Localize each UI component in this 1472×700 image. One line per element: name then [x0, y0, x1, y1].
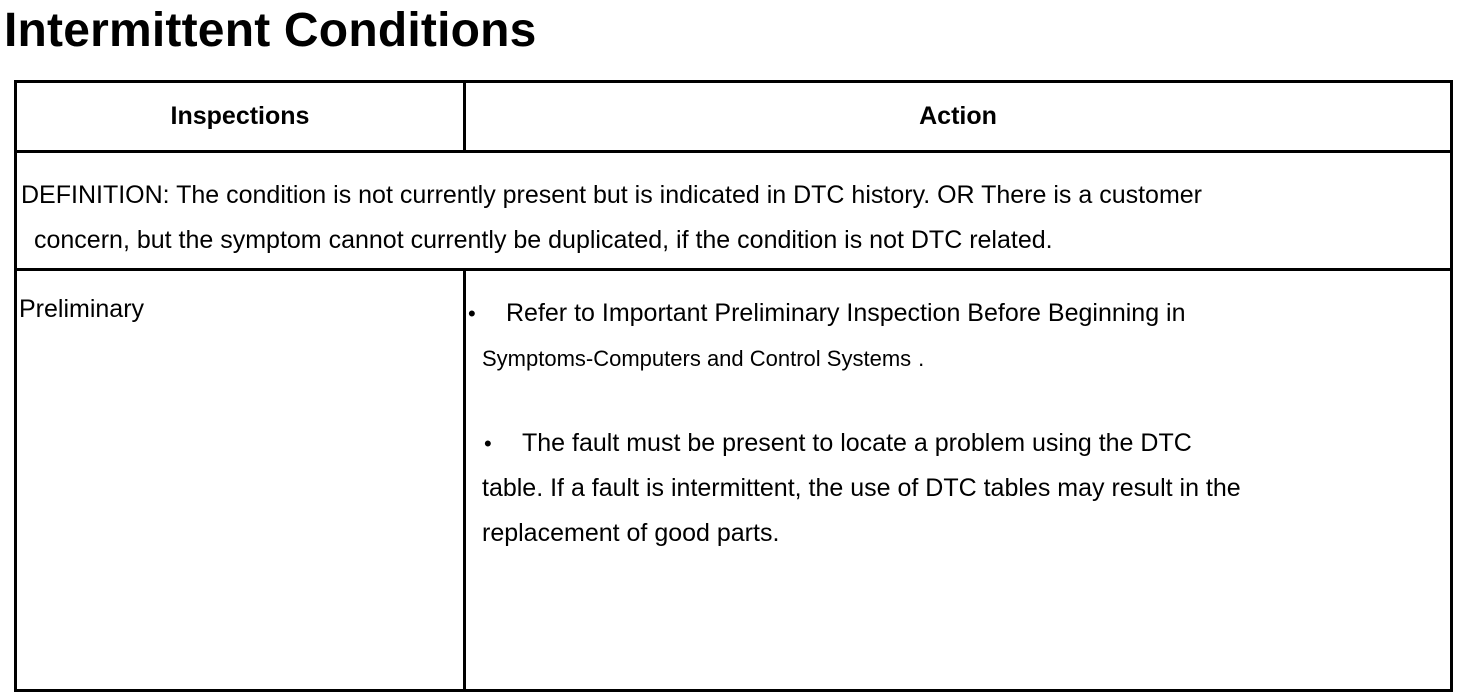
header-inspections: Inspections	[16, 82, 465, 152]
action-item-1	[466, 291, 1350, 381]
table-header-row	[16, 82, 1452, 152]
inspection-preliminary: Preliminary	[16, 270, 465, 691]
definition-cell	[16, 152, 1452, 270]
symptoms-link[interactable]: Symptoms-Computers and Control Systems	[482, 346, 912, 371]
header-action: Action	[465, 82, 1452, 152]
intermittent-conditions-table	[14, 80, 1453, 692]
action-cell	[465, 270, 1452, 691]
action-item-1-text: Refer to Important Preliminary Inspection Before Beginning in	[506, 299, 1186, 327]
action-item-2-continuation: table. If a fault is intermittent, the use of DTC tables may result in the replacement of good parts.	[482, 474, 1241, 547]
action-item-1-suffix: .	[918, 346, 925, 371]
action-item-2	[466, 421, 1350, 556]
action-item-2-text: The fault must be present to locate a problem using the DTC	[522, 429, 1192, 457]
page-title: Intermittent Conditions	[4, 4, 537, 57]
bullet-icon: •	[484, 431, 492, 456]
definition-row	[16, 152, 1452, 270]
definition-line-1: DEFINITION: The condition is not currently present but is indicated in DTC history. OR There is a customer	[21, 181, 1203, 209]
definition-line-2: concern, but the symptom cannot currently be duplicated, if the condition is not DTC related.	[34, 226, 1053, 254]
table-row	[16, 270, 1452, 691]
bullet-icon: •	[468, 301, 476, 326]
